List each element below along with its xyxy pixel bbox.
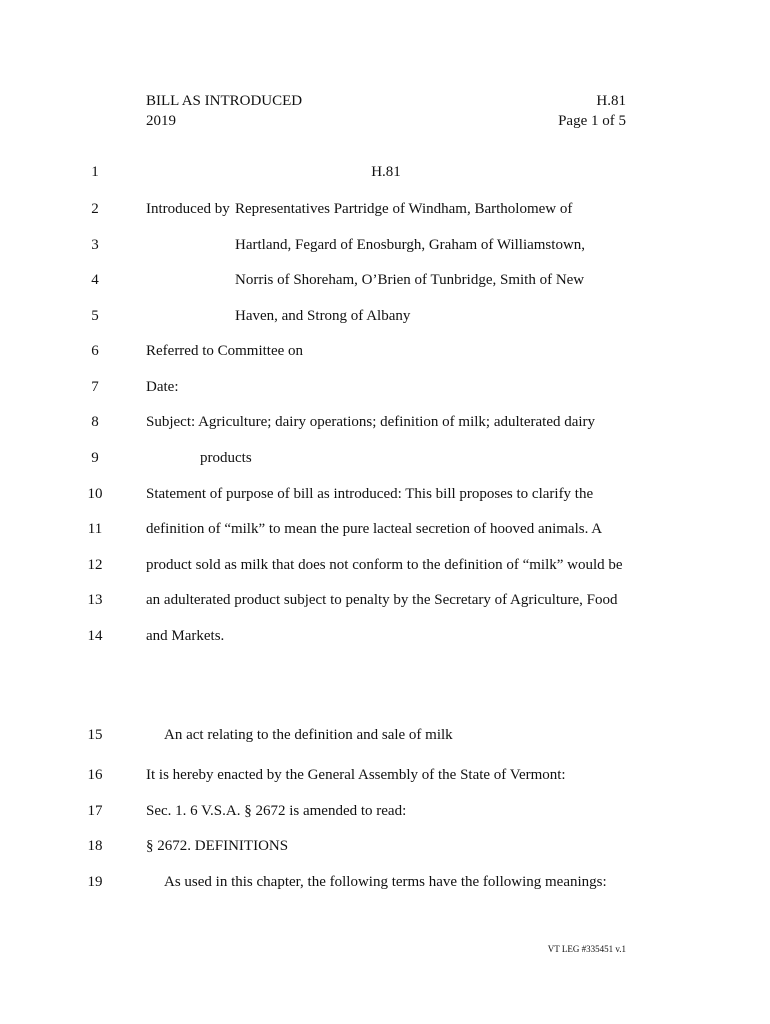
line-number: 19 xyxy=(87,874,103,890)
line-number: 12 xyxy=(87,557,103,573)
sponsor-line: Haven, and Strong of Albany xyxy=(235,308,411,324)
section-title: § 2672. DEFINITIONS xyxy=(146,838,289,854)
line-number: 5 xyxy=(91,308,99,324)
line-number: 7 xyxy=(91,379,99,395)
line-number: 14 xyxy=(87,628,103,644)
line-number: 11 xyxy=(87,521,103,537)
document-id-footer: VT LEG #335451 v.1 xyxy=(547,944,626,954)
statement-line: Statement of purpose of bill as introduced: This bill proposes to clarify the xyxy=(146,486,594,502)
header-right-page: Page 1 of 5 xyxy=(558,113,626,129)
header-left-title: BILL AS INTRODUCED xyxy=(146,93,303,109)
subject-continuation: products xyxy=(200,450,252,466)
sponsor-line: Representatives Partridge of Windham, Bartholomew of xyxy=(235,201,573,217)
subject-line: Subject: Agriculture; dairy operations; definition of milk; adulterated dairy xyxy=(146,414,596,430)
line-number: 6 xyxy=(91,343,99,359)
line-number: 8 xyxy=(91,414,99,430)
line-number: 16 xyxy=(87,767,103,783)
act-title: An act relating to the definition and sale of milk xyxy=(164,727,453,743)
section-heading-sec1: Sec. 1. 6 V.S.A. § 2672 is amended to read: xyxy=(146,803,407,819)
enacting-clause: It is hereby enacted by the General Assembly of the State of Vermont: xyxy=(146,767,566,783)
line-number: 1 xyxy=(91,164,99,180)
statement-line: and Markets. xyxy=(146,628,225,644)
line-number: 10 xyxy=(87,486,103,502)
sponsor-line: Hartland, Fegard of Enosburgh, Graham of Williamstown, xyxy=(235,237,586,253)
date-label: Date: xyxy=(146,379,179,395)
line-number: 4 xyxy=(91,272,99,288)
line-number: 13 xyxy=(87,592,103,608)
line-number: 18 xyxy=(87,838,103,854)
line-number: 3 xyxy=(91,237,99,253)
line-number: 2 xyxy=(91,201,99,217)
sponsor-line: Norris of Shoreham, O’Brien of Tunbridge, Smith of New xyxy=(235,272,585,288)
statement-line: product sold as milk that does not conform to the definition of “milk” would be xyxy=(146,557,623,573)
referred-to-committee: Referred to Committee on xyxy=(146,343,304,359)
header-left-year: 2019 xyxy=(146,113,176,129)
header-right-bill: H.81 xyxy=(596,93,626,109)
line-number: 15 xyxy=(87,727,103,743)
line-number: 9 xyxy=(91,450,99,466)
statement-line: definition of “milk” to mean the pure lacteal secretion of hooved animals. A xyxy=(146,521,603,537)
bill-number: H.81 xyxy=(371,164,401,180)
definitions-intro: As used in this chapter, the following terms have the following meanings: xyxy=(164,874,607,890)
line-number: 17 xyxy=(87,803,103,819)
statement-line: an adulterated product subject to penalty by the Secretary of Agriculture, Food xyxy=(146,592,618,608)
introduced-label: Introduced by xyxy=(146,201,230,217)
